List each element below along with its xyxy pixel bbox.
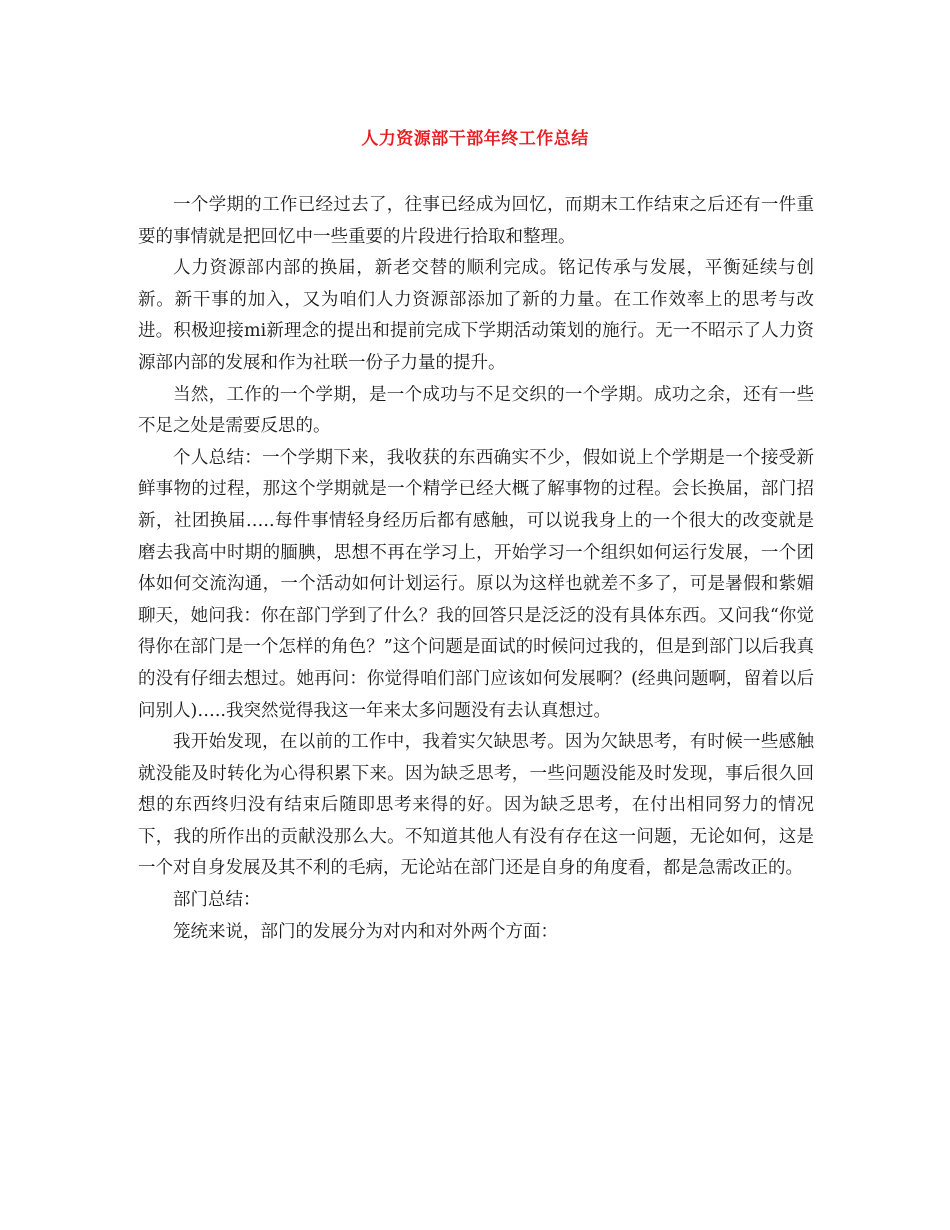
paragraph-personal-summary: 个人总结：一个学期下来，我收获的东西确实不少，假如说上个学期是一个接受新鲜事物的过程，那这个学期就是一个精学已经大概了解事物的过程。会长换届，部门招新，社团换届…..每件事情轻身经历后都有感触，可以说我身上的一个很大的改变就是磨去我高中时期的腼腆，思想不再在学习上，开始学习一个组织如何运行发展，一个团体如何交流沟通，一个活动如何计划运行。原以为这样也就差不多了，可是暑假和紫媚聊天，她问我：你在部门学到了什么？我的回答只是泛泛的没有具体东西。又问我“你觉得你在部门是一个怎样的角色？”这个问题是面试的时候问过我的，但是到部门以后我真的没有仔细去想过。她再问：你觉得咱们部门应该如何发展啊？(经典问题啊，留着以后问别人)…..我突然觉得我这一年来太多问题没有去认真想过。 <box>138 447 814 721</box>
paragraph-department-summary-heading: 部门总结： <box>173 890 261 911</box>
paragraph-department-overview: 笼统来说，部门的发展分为对内和对外两个方面： <box>173 921 558 942</box>
paragraph-lack-of-thinking: 我开始发现，在以前的工作中，我着实欠缺思考。因为欠缺思考，有时候一些感触就没能及时转化为心得积累下来。因为缺乏思考，一些问题没能及时发现，事后很久回想的东西终归没有结束后随即思考来得的好。因为缺乏思考，在付出相同努力的情况下，我的所作出的贡献没那么大。不知道其他人有没有存在这一问题，无论如何，这是一个对自身发展及其不利的毛病，无论站在部门还是自身的角度看，都是急需改正的。 <box>138 732 814 879</box>
document-title: 人力资源部干部年终工作总结 <box>361 129 589 149</box>
paragraph-intro: 一个学期的工作已经过去了，往事已经成为回忆，而期末工作结束之后还有一件重要的事情就是把回忆中一些重要的片段进行拾取和整理。 <box>138 195 814 247</box>
paragraph-transition: 人力资源部内部的换届，新老交替的顺利完成。铭记传承与发展，平衡延续与创新。新干事的加入，又为咱们人力资源部添加了新的力量。在工作效率上的思考与改进。积极迎接mi新理念的提出和提前完成下学期活动策划的施行。无一不昭示了人力资源部内部的发展和作为社联一份子力量的提升。 <box>138 258 814 373</box>
document-body <box>138 190 814 948</box>
paragraph-reflection: 当然，工作的一个学期，是一个成功与不足交织的一个学期。成功之余，还有一些不足之处是需要反思的。 <box>138 384 814 437</box>
